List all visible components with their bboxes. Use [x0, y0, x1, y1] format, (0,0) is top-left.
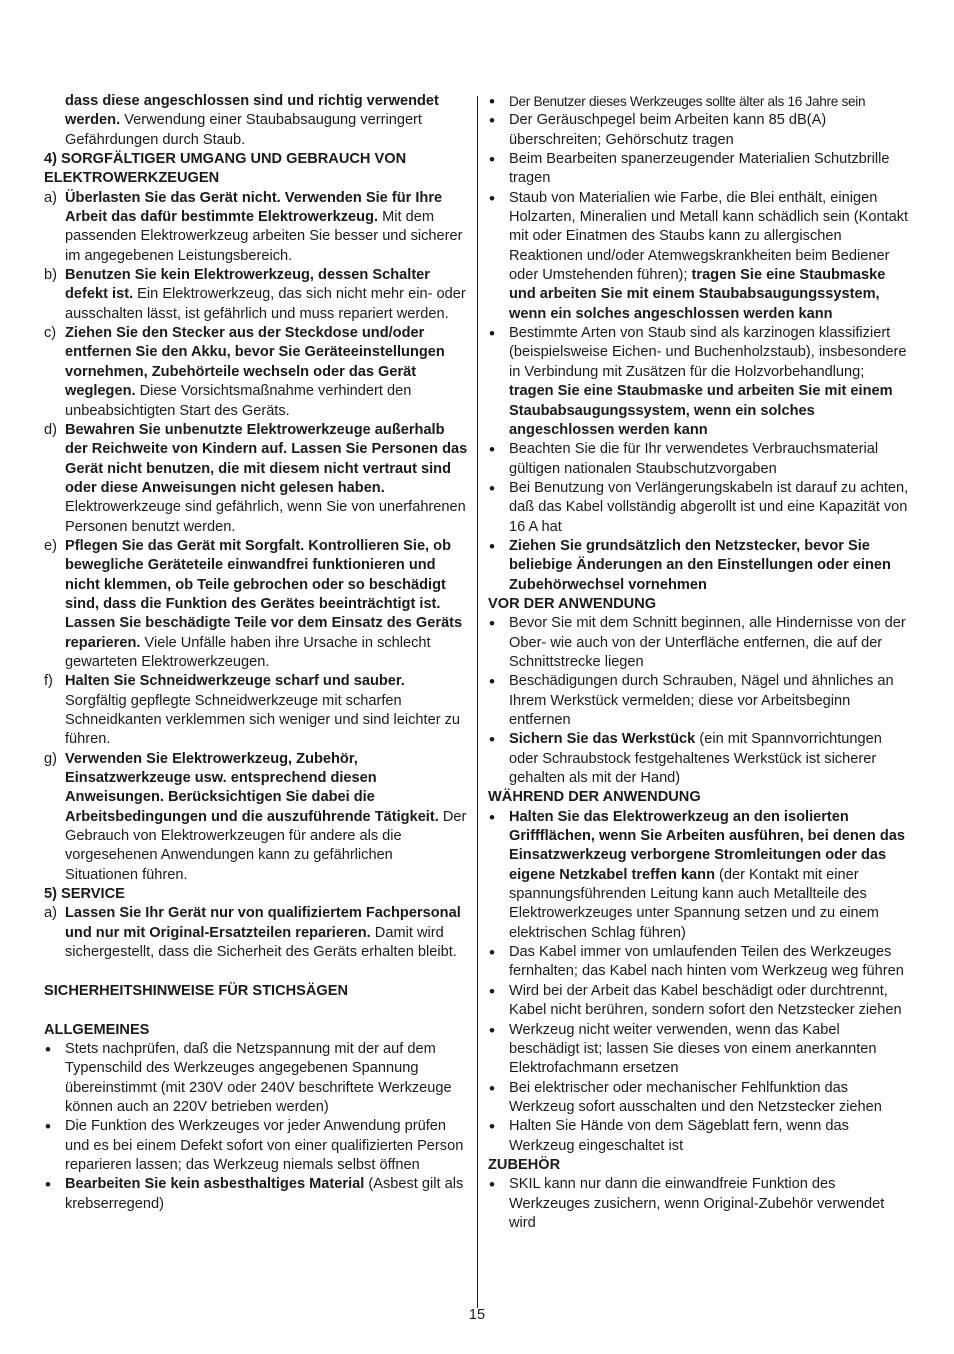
vor-der-anwendung-list — [488, 614, 912, 788]
item-text: Werkzeug nicht weiter verwenden, wenn das Kabel beschädigt ist; lassen Sie dieses von einem anerkannten Elektrofachmann ersetzen — [509, 1021, 877, 1077]
section-4-list — [44, 189, 468, 885]
bullet-item — [488, 1117, 912, 1156]
intro-paragraph — [44, 92, 468, 150]
item-bold-text: Bewahren Sie unbenutzte Elektrowerkzeuge außerhalb der Reichweite von Kindern auf. Lassen Sie Personen das Gerät nicht benutzen, die mit diesem nicht vertraut sind oder diese Anweisungen nicht gelesen haben. — [65, 421, 468, 496]
bullet-item — [488, 982, 912, 1021]
bullet-item — [488, 1079, 912, 1118]
item-text: Bei Benutzung von Verlängerungskabeln ist darauf zu achten, daß das Kabel vollständig abgerollt ist und eine Kapazität von 16 A hat — [509, 479, 909, 535]
bullet-item — [488, 614, 912, 672]
item-text: Wird bei der Arbeit das Kabel beschädigt oder durchtrennt, Kabel nicht berühren, sondern sofort den Netzstecker ziehen — [509, 982, 902, 1019]
heading-zubehoer: ZUBEHÖR — [488, 1156, 561, 1173]
right-column — [488, 92, 912, 1233]
item-bold-text: Verwenden Sie Elektrowerkzeug, Zubehör, Einsatzwerkzeuge usw. entsprechend diesen Anweisungen. Berücksichtigen Sie dabei die Arbeitsbedingungen und die auszuführende Tätigkeit. — [65, 750, 439, 825]
list-item — [44, 904, 468, 962]
item-marker: b) — [44, 267, 57, 284]
bullet-icon: • — [45, 1117, 51, 1137]
bullet-item — [488, 189, 912, 324]
bullet-item — [488, 111, 912, 150]
item-text: Elektrowerkzeuge sind gefährlich, wenn Sie von unerfahrenen Personen benutzt werden. — [65, 499, 466, 535]
bullet-icon: • — [489, 440, 495, 460]
general-bullets-list — [488, 92, 912, 595]
item-bold-text: Lassen Sie Ihr Gerät nur von qualifiziertem Fachpersonal und nur mit Original-Ersatzteilen reparieren. — [65, 905, 461, 941]
bullet-item — [488, 150, 912, 189]
item-marker: f) — [44, 673, 53, 690]
item-text: Halten Sie Hände von dem Sägeblatt fern, wenn das Werkzeug eingeschaltet ist — [509, 1118, 849, 1154]
item-text: (ein mit Spannvorrichtungen oder Schraubstock festgehaltenes Werkstück ist sicherer gehalten als mit der Hand) — [509, 731, 882, 787]
item-bold-text: Benutzen Sie kein Elektrowerkzeug, dessen Schalter defekt ist. — [65, 267, 430, 303]
item-bold-text: Ziehen Sie den Stecker aus der Steckdose und/oder entfernen Sie den Akku, bevor Sie Geräteeinstellungen vornehmen, Zubehörteile wechseln oder das Gerät weglegen. — [65, 325, 445, 400]
bullet-item — [488, 672, 912, 730]
list-item — [44, 266, 468, 324]
bullet-icon: • — [45, 1175, 51, 1195]
item-text: Bestimmte Arten von Staub sind als karzinogen klassifiziert (beispielsweise Eichen- und Buchenholzstaub), insbesondere in Verbindung mit Zusätzen für die Holzvorbehandlung; — [509, 325, 907, 380]
item-text: (der Kontakt mit einer spannungsführenden Leitung kann auch Metallteile des Elektrowerkzeuges unter Spannung setzen und zu einem elektrischen Schlag führen) — [509, 866, 879, 941]
bullet-icon: • — [489, 1078, 495, 1098]
left-column — [44, 92, 468, 1214]
item-text: (Asbest gilt als krebserregend) — [65, 1176, 464, 1212]
list-item — [44, 421, 468, 537]
list-item — [44, 537, 468, 672]
bullet-icon: • — [489, 1175, 495, 1195]
bullet-icon: • — [489, 943, 495, 963]
item-bold-text: Sichern Sie das Werkstück — [509, 731, 696, 748]
section-5-list — [44, 904, 468, 962]
item-text: Beachten Sie die für Ihr verwendetes Verbrauchsmaterial gültigen nationalen Staubschutzvorgaben — [509, 441, 879, 477]
item-text: Ein Elektrowerkzeug, das sich nicht mehr ein- oder ausschalten lässt, ist gefährlich und muss repariert werden. — [65, 286, 466, 322]
bullet-item — [488, 479, 912, 537]
intro-text: Verwendung einer Staubabsaugung verringert Gefährdungen durch Staub. — [65, 112, 422, 148]
item-bold-text: tragen Sie eine Staubmaske und arbeiten Sie mit einem Staubabsaugungssystem, wenn ein solches angeschlossen werden kann — [509, 383, 893, 438]
list-item — [44, 189, 468, 266]
bullet-icon: • — [489, 807, 495, 827]
heading-allgemeines: ALLGEMEINES — [44, 1021, 150, 1038]
item-marker: c) — [44, 325, 57, 342]
item-bold-text: Pflegen Sie das Gerät mit Sorgfalt. Kontrollieren Sie, ob bewegliche Geräteteile einwandfrei funktionieren und nicht klemmen, ob Teile gebrochen oder so beschädigt sind, dass die Funktion des Gerätes beeinträchtigt ist. Lassen Sie beschädigte Teile vor dem Einsatz des Geräts reparieren. — [65, 537, 463, 651]
section-heading-4: 4) SORGFÄLTIGER UMGANG UND GEBRAUCH VON ELEKTROWERKZEUGEN — [44, 151, 407, 187]
bullet-item — [488, 537, 912, 595]
bullet-icon: • — [489, 188, 495, 208]
page-number: 15 — [468, 1307, 486, 1323]
bullet-icon: • — [489, 150, 495, 170]
bullet-icon: • — [489, 1020, 495, 1040]
item-marker: a) — [44, 189, 57, 206]
item-text: Staub von Materialien wie Farbe, die Blei enthält, einigen Holzarten, Mineralien und Metall kann schädlich sein (Kontakt mit oder Einatmen des Staubs kann zu allergischen Reaktionen und/oder Atemwegskrankheiten beim Bediener oder Umstehenden führen); — [509, 189, 909, 284]
intro-bold: dass diese angeschlossen sind und richtig verwendet werden. — [65, 93, 439, 129]
item-marker: d) — [44, 421, 57, 438]
item-text: SKIL kann nur dann die einwandfreie Funktion des Werkzeuges zusichern, wenn Original-Zubehör verwendet wird — [509, 1176, 885, 1231]
item-text: Bei elektrischer oder mechanischer Fehlfunktion das Werkzeug sofort ausschalten und den Netzstecker ziehen — [509, 1079, 882, 1115]
list-item — [44, 750, 468, 885]
bullet-icon: • — [489, 1117, 495, 1137]
list-item — [44, 672, 468, 749]
item-bold-text: Überlasten Sie das Gerät nicht. Verwenden Sie für Ihre Arbeit das dafür bestimmte Elektrowerkzeug. — [65, 189, 443, 226]
item-text: Mit dem passenden Elektrowerkzeug arbeiten Sie besser und sicherer im angegebenen Leistungsbereich. — [65, 209, 463, 264]
bullet-icon: • — [489, 730, 495, 750]
item-bold-text: Halten Sie das Elektrowerkzeug an den isolierten Griffflächen, wenn Sie Arbeiten ausführen, bei denen das Einsatzwerkzeug verborgene Stromleitungen oder das eigene Netzkabel treffen kann — [509, 808, 905, 883]
zubehoer-list — [488, 1175, 912, 1233]
list-item — [44, 324, 468, 421]
bullet-item — [488, 324, 912, 440]
bullet-item — [488, 808, 912, 943]
waehrend-der-anwendung-list — [488, 808, 912, 1156]
item-bold-text: Ziehen Sie grundsätzlich den Netzstecker, bevor Sie beliebige Änderungen an den Einstellungen oder einen Zubehörwechsel vornehmen — [509, 537, 891, 593]
item-text: Diese Vorsichtsmaßnahme verhindert den unbeabsichtigten Start des Geräts. — [65, 383, 412, 419]
bullet-icon: • — [489, 672, 495, 692]
item-marker: e) — [44, 537, 57, 554]
bullet-item — [44, 1175, 468, 1214]
bullet-icon: • — [489, 111, 495, 131]
bullet-item — [488, 730, 912, 788]
bullet-icon: • — [489, 981, 495, 1001]
item-text: Sorgfältig gepflegte Schneidwerkzeuge mit scharfen Schneidkanten verklemmen sich weniger und sind leichter zu führen. — [65, 692, 461, 748]
item-bold-text: tragen Sie eine Staubmaske und arbeiten Sie mit einem Staubabsaugungssystem, wenn ein solches angeschlossen werden kann — [509, 267, 886, 322]
bullet-icon: • — [489, 614, 495, 634]
bullet-icon: • — [489, 324, 495, 344]
item-text: Viele Unfälle haben ihre Ursache in schlecht gewarteten Elektrowerkzeugen. — [65, 634, 431, 670]
bullet-item — [488, 1175, 912, 1233]
bullet-item — [488, 440, 912, 479]
bullet-item — [44, 1040, 468, 1117]
item-marker: a) — [44, 905, 57, 922]
bullet-item — [488, 92, 912, 111]
item-text: Stets nachprüfen, daß die Netzspannung mit der auf dem Typenschild des Werkzeuges angegebenen Spannung übereinstimmt (mit 230V oder 240V beschriftete Werkzeuge können auch an 220V betrieben werden) — [65, 1040, 452, 1115]
item-text: Das Kabel immer von umlaufenden Teilen des Werkzeuges fernhalten; das Kabel nach hinten vom Werkzeug weg führen — [509, 944, 904, 980]
item-text: Damit wird sichergestellt, dass die Sicherheit des Geräts erhalten bleibt. — [65, 924, 457, 961]
item-text: Die Funktion des Werkzeuges vor jeder Anwendung prüfen und es bei einem Defekt sofort von einer qualifizierten Person reparieren lassen; das Werkzeug niemals selbst öffnen — [65, 1118, 464, 1173]
item-bold-text: Halten Sie Schneidwerkzeuge scharf und sauber. — [65, 673, 405, 690]
item-text: Bevor Sie mit dem Schnitt beginnen, alle Hindernisse von der Ober- wie auch von der Unterfläche entfernen, die auf der Schnittstrecke liegen — [509, 615, 906, 670]
heading-stichsaegen: SICHERHEITSHINWEISE FÜR STICHSÄGEN — [44, 982, 349, 999]
item-text: Beschädigungen durch Schrauben, Nägel und ähnliches an Ihrem Werkstück vermelden; diese vor Arbeitsbeginn entfernen — [509, 673, 894, 728]
heading-vor-der-anwendung: VOR DER ANWENDUNG — [488, 595, 657, 612]
item-marker: g) — [44, 750, 57, 767]
bullet-item — [488, 943, 912, 982]
item-text: Der Benutzer dieses Werkzeuges sollte älter als 16 Jahre sein — [509, 94, 866, 109]
bullet-icon: • — [489, 536, 495, 556]
section-heading-5: 5) SERVICE — [44, 886, 125, 903]
bullet-item — [44, 1117, 468, 1175]
bullet-item — [488, 1021, 912, 1079]
item-text: Der Geräuschpegel beim Arbeiten kann 85 dB(A) überschreiten; Gehörschutz tragen — [509, 112, 827, 148]
item-text: Der Gebrauch von Elektrowerkzeugen für andere als die vorgesehenen Anwendungen kann zu gefährlichen Situationen führen. — [65, 808, 467, 883]
bullet-icon: • — [45, 1039, 51, 1059]
bullet-icon: • — [489, 478, 495, 498]
allgemeines-list — [44, 1040, 468, 1214]
bullet-icon: • — [489, 92, 495, 111]
heading-waehrend-der-anwendung: WÄHREND DER ANWENDUNG — [488, 789, 701, 806]
item-text: Beim Bearbeiten spanerzeugender Materialien Schutzbrille tragen — [509, 151, 890, 187]
item-bold-text: Bearbeiten Sie kein asbesthaltiges Material — [65, 1176, 365, 1193]
column-divider — [477, 96, 478, 1308]
